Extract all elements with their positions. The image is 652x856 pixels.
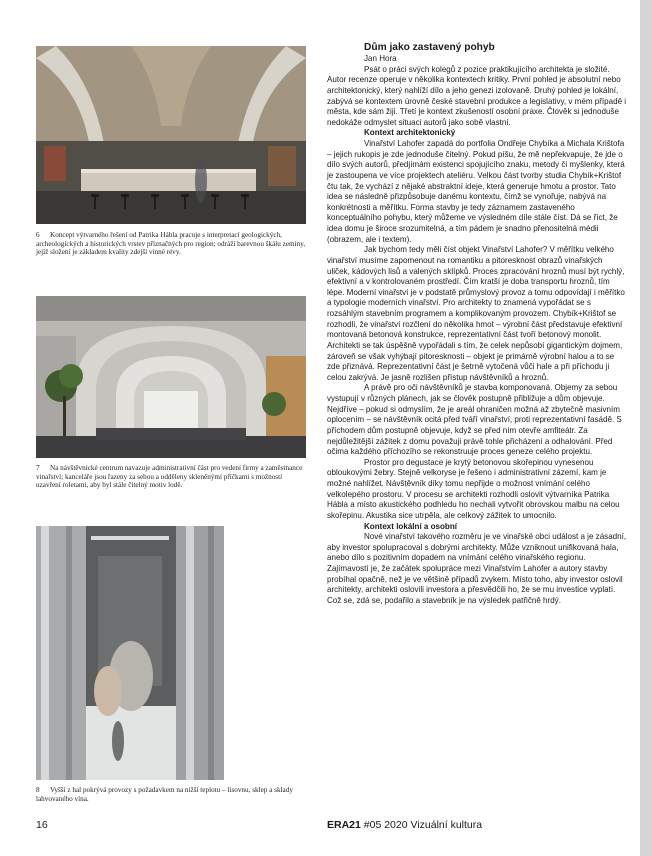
- article-paragraph: A právě pro oči návštěvníků je stavba komponovaná. Objemy za sebou vystupují v různých plánech, jak se člověk postupně přibližuje a dům objevuje. Nejdříve – pokud si odmyslím, že je areál ohraničen možná až zbytečně masivním oplocením – se návštěvník ocitá před tváří vinařství, proti reprezentativní fasádě. S příchodem dům postupně objevuje, když se před ním otevře amfiteátr. Za nejdůležitější zážitek z domu považuji právě tohle přicházení a odhalování. Před očima každého příchozího se rekonstruuje proces geneze celého projektu.: [327, 383, 622, 457]
- article-paragraph: Jak bychom tedy měli číst objekt Vinařství Lahofer? V měřítku velkého vinařství musíme zapomenout na romantiku a pitoresknost obrazů vinařských uliček, kádových lisů a valených sklípků. Proces zpracování hroznů musí být rychlý, efektivní a v kontrolovaném prostředí. Čím kratší je doba transportu hroznů, tím lépe. Moderní vinařství je v podstatě průmyslový provoz a tomu odpovídají i měřítko a typologie moderních vinařství. Pro architekty to znamená vypořádat se s rozsáhlým stavebním programem a komplikovaným provozem. Chybík+Krištof se rozhodli, že vinařství rozčlení do několika hmot – výrobní část představuje efektivní montovaná betonová konstrukce, reprezentativní část tvoří betonový monolit. Architekti se tak úspěšně vypořádali s tím, že celek nepůsobí gigantickým dojmem, zároveň se však vyhýbají pitoresknosti – objekt je primárně výrobní halou a to se zde přiznává. Reprezentativní část je šetrně vytočená vůči hale a při příchodu ji celou zakrývá. Je jasně rozlišen přístup návštěvníků a hroznů.: [327, 245, 625, 382]
- photo-tasting-hall: [36, 46, 306, 224]
- article-paragraph: Nové vinařství takového rozměru je ve vinařské obci událost a je zásadní, aby investor spolupracoval s dobrými architekty. Může vzniknout unifikovaná hala, anebo dílo s pozitivním dopadem na vnímání celého vinařského regionu. Zajímavostí je, že začátek spolupráce mezi Vinařstvím Lahofer a autory stavby probíhal opačně, než je ve většině případů zvykem. Místo toho, aby investor oslovil architekty, architekti oslovili investora a přesvědčili ho, že se mu investice vyplatí. Což se, zdá se, podařilo a stavebník je na výsledek patřičně hrdý.: [327, 532, 627, 605]
- caption-text: Koncept výtvarného řešení od Patrika Hábla pracuje s interpretací geologických, archeologických a historických vrstev příznačných pro region; odráží barevnou škálu zeminy, jejíž složení je základem kvality zdejší vinné révy.: [36, 231, 306, 257]
- caption-text: Vyšší z hal pokrývá provozy s požadavkem na nižší teplotu – lisovnu, sklep a sklady lahvovaného vína.: [36, 786, 293, 803]
- article-paragraph: Psát o práci svých kolegů z pozice praktikujícího architekta je složité. Autor recenze operuje v několika kontextech kritiky. První pohled je absolutní nebo architektonický, který nahlíží dílo a jeho genezi izolovaně. Druhý pohled je lokální, zabývá se kontextem úrovně české stavební produkce a legislativy, v mém případě i města, kde sám žiji. Třetí je kontext zkušeností osobní praxe. Člověk si jednoduše nedokáže odmyslet situaci autorů jako sobě vlastní.: [327, 64, 627, 127]
- article-author: Jan Hora: [364, 54, 397, 63]
- page-edge: [640, 0, 652, 856]
- caption-8: [36, 786, 306, 803]
- section-name: Vizuální kultura: [410, 819, 483, 831]
- magazine-name: ERA21: [327, 819, 361, 831]
- caption-number: 8: [36, 786, 40, 794]
- caption-7: [36, 464, 306, 490]
- caption-6: [36, 231, 306, 257]
- caption-number: 7: [36, 464, 40, 472]
- article-column: [327, 42, 627, 607]
- magazine-footer: [327, 819, 482, 831]
- article-paragraph: Prostor pro degustace je krytý betonovou skořepinou vynesenou obloukovými žebry. Stejně velkoryse je řešeno i administrativní zázemí, kam je možné nahlížet. Návštěvník díky tomu nepřijde o možnost vnímání celého velkolepého prostoru. V procesu se architekti rozhodli oslovit výtvarníka Patrika Hábla a místo akustického podhledu ho nechali vytvořit obrovskou malbu na celou skořepinu. Akustika sice utrpěla, ale celkový zážitek to umocnilo.: [327, 457, 620, 520]
- issue-number: #05 2020: [363, 819, 408, 831]
- caption-number: 6: [36, 231, 40, 239]
- caption-text: Na návštěvnické centrum navazuje administrativní část pro vedení firmy a zaměstnance vinařství; kanceláře jsou řazeny za sebou a odděleny skleněnými příčkami s možností uzavření roletami, aby byl stále čitelný motiv lodě.: [36, 464, 303, 490]
- photo-office-arches: [36, 296, 306, 458]
- page-number: 16: [36, 819, 48, 831]
- article-title: Dům jako zastavený pohyb: [364, 42, 495, 53]
- article-paragraph: Vinařství Lahofer zapadá do portfolia Ondřeje Chybíka a Michala Krištofa – jejich rukopis je zde jednoduše čitelný. Pokud píšu, že mě nepřekvapuje, že jde o dílo svých autorů, předjímám existenci spojujícího znaku, metody či myšlenky, která je zastoupena ve více projektech ateliéru. Velkou část tvorby studia Chybík+Krištof čtu tak, že vychází z nějaké abstraktní ideje, která generuje hmotu a prostor. Tato idea se následně přizpůsobuje danému kontextu, čímž se vynořuje, nabývá na konkrétnosti a měřítku. Forma stavby je tedy záznamem zastaveného konceptuálního pohybu, který můžeme ve výsledném díle stále číst. Dá se říct, že idea domu je široce srozumitelná, a tím pádem je snadno přenositelná médii (obrazem, ale i textem).: [327, 139, 625, 244]
- photo-steel-tanks: [36, 526, 224, 780]
- section-heading: Kontext architektonický: [364, 128, 456, 138]
- section-heading: Kontext lokální a osobní: [364, 521, 457, 531]
